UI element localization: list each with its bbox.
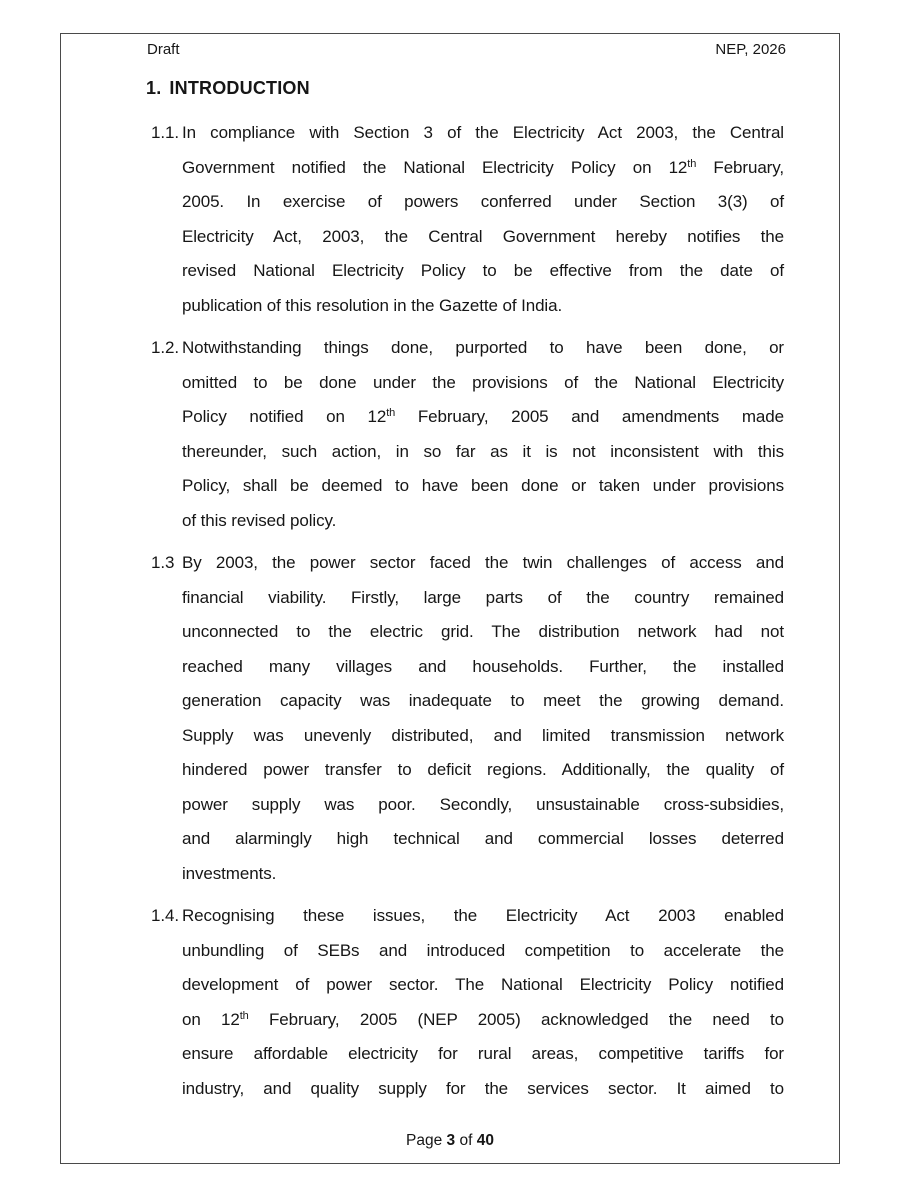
page-number: 3 [446,1132,456,1149]
text-line [182,857,784,892]
paragraph-list [151,116,784,1106]
text-run: and alarmingly high technical and commercial losses deterred [182,829,784,848]
text-line [182,968,784,1003]
section-title-text: INTRODUCTION [169,78,310,98]
text-run: hindered power transfer to deficit regions. Additionally, the quality of [182,760,784,779]
text-run: thereunder, such action, in so far as it is not inconsistent with this [182,441,784,461]
text-run: investments. [182,863,277,883]
text-line [182,899,784,934]
text-run: publication of this resolution in the Gazette of India. [182,295,563,315]
text-line [182,151,784,186]
text-run: industry, and quality supply for the services sector. It aimed to [182,1078,784,1098]
header-draft-label: Draft [147,41,180,58]
text-line [182,753,784,788]
text-line [182,289,784,324]
text-run: reached many villages and households. Further, the installed [182,656,784,676]
paragraph-number: 1.2. [151,338,179,357]
text-line [182,1037,784,1072]
text-run: ensure affordable electricity for rural areas, competitive tariffs for [182,1044,784,1063]
footer-text: of [455,1132,477,1149]
text-line [182,1072,784,1107]
text-run: 2005. In exercise of powers conferred under Section 3(3) of [182,192,784,211]
text-run: generation capacity was inadequate to meet the growing demand. [182,691,784,710]
text-line [182,366,784,401]
text-line [182,546,784,581]
text-run: power supply was poor. Secondly, unsustainable cross-subsidies, [182,794,784,814]
page-footer [61,1131,839,1150]
text-run: Policy notified on 12 [182,407,387,426]
text-run: Supply was unevenly distributed, and limited transmission network [182,725,784,745]
text-run: unbundling of SEBs and introduced competition to accelerate the [182,940,784,960]
text-line [182,185,784,220]
text-line [182,934,784,969]
document-page [60,33,840,1164]
paragraph-number: 1.3 [151,553,175,572]
text-line [182,822,784,857]
text-line [182,220,784,255]
text-run: financial viability. Firstly, large parts of the country remained [182,587,784,607]
text-run: omitted to be done under the provisions of the National Electricity [182,372,784,392]
paragraph [151,546,784,891]
superscript-ordinal: th [239,1009,249,1022]
text-line [182,254,784,289]
text-run: revised National Electricity Policy to be effective from the date of [182,261,784,280]
text-run: on 12 [182,1009,240,1029]
section-title-number: 1. [146,78,162,98]
text-line [182,469,784,504]
text-line [182,331,784,366]
paragraph-number: 1.4. [151,906,179,925]
text-line [182,1003,784,1038]
text-run: Electricity Act, 2003, the Central Government hereby notifies the [182,226,784,246]
text-line [182,504,784,539]
text-line [182,650,784,685]
paragraph-number: 1.1. [151,123,179,142]
text-run: By 2003, the power sector faced the twin challenges of access and [182,553,784,572]
text-run: February, 2005 (NEP 2005) acknowledged the need to [248,1009,784,1029]
text-run: of this revised policy. [182,510,337,530]
footer-text: Page [406,1132,447,1149]
page-number: 40 [476,1132,494,1149]
superscript-ordinal: th [687,157,697,170]
header-doc-reference: NEP, 2026 [715,41,786,58]
page-header [147,41,786,59]
paragraph [151,331,784,538]
paragraph [151,899,784,1106]
text-line [182,435,784,470]
text-run: In compliance with Section 3 of the Electricity Act 2003, the Central [182,123,784,142]
text-line [182,684,784,719]
text-run: Notwithstanding things done, purported to have been done, or [182,338,784,357]
text-run: development of power sector. The National Electricity Policy notified [182,975,784,994]
text-line [182,788,784,823]
text-line [182,615,784,650]
text-run: Policy, shall be deemed to have been done or taken under provisions [182,476,784,495]
text-run: unconnected to the electric grid. The distribution network had not [182,622,784,641]
superscript-ordinal: th [386,407,396,419]
text-line [182,400,784,435]
text-run: February, [696,157,784,177]
text-line [182,581,784,616]
section-title [146,76,839,100]
text-run: Recognising these issues, the Electricity Act 2003 enabled [182,906,784,925]
paragraph [151,116,784,323]
text-line [182,719,784,754]
text-run: February, 2005 and amendments made [395,407,784,426]
text-line [182,116,784,151]
text-run: Government notified the National Electricity Policy on 12 [182,157,688,177]
